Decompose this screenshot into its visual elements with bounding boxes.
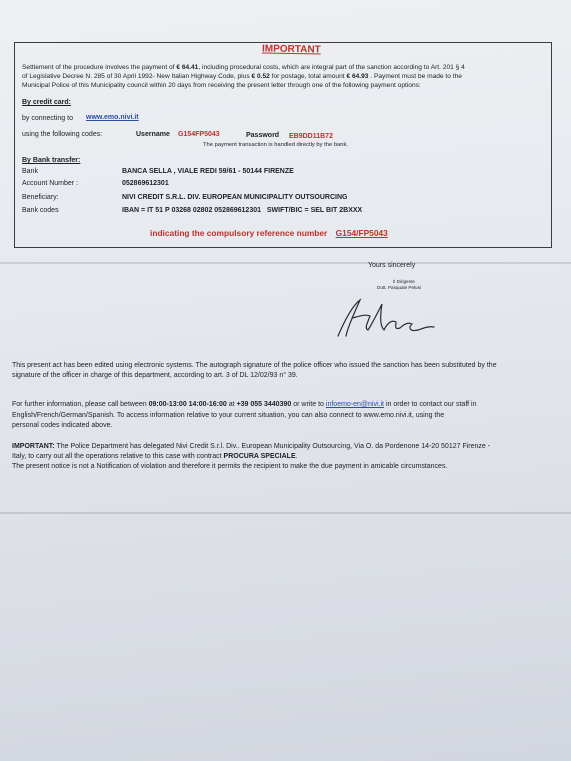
contract-name: PROCURA SPECIALE bbox=[223, 453, 296, 460]
fold-line bbox=[0, 262, 571, 264]
bank-row-value: BANCA SELLA , VIALE REDI 59/61 - 50144 FIRENZE bbox=[122, 168, 294, 175]
connect-label: by connecting to bbox=[22, 115, 73, 122]
electronic-notice-line-2: signature of the officer in charge of this department, according to art. 3 of DL 12/02/93 n° 39. bbox=[12, 372, 298, 379]
total-value: € 64.93 bbox=[346, 73, 369, 80]
beneficiary-value: NIVI CREDIT S.R.L. DIV. EUROPEAN MUNICIPALITY OUTSOURCING bbox=[122, 194, 348, 201]
bank-row-label: Beneficiary: bbox=[22, 194, 59, 201]
username-value: G154FP5043 bbox=[178, 131, 220, 138]
bank-codes-value: IBAN = IT 51 P 03268 02802 052869612301 SWIFT/BIC = SEL BIT 2BXXX bbox=[122, 207, 363, 214]
important-line-2: Italy, to carry out all the operations relative to this case with contract PROCURA SPECIALE. bbox=[12, 453, 298, 460]
bank-transfer-heading: By Bank transfer: bbox=[22, 157, 81, 164]
info-line-2: English/French/German/Spanish. To access information relative to your current situation, you can also connect to www.emo.nivi.it, using the bbox=[12, 412, 445, 419]
intro-line-1: Settlement of the procedure involves the payment of € 64.41, including procedural costs, which are integral part of the sanction according to Art. 201 § 4 bbox=[22, 64, 465, 71]
intro-line-3: Municipal Police of this Municipality council within 20 days from receiving the present letter through one of the following payment options: bbox=[22, 82, 421, 89]
contact-phone: +39 055 3440390 bbox=[236, 401, 292, 408]
postage-value: € 0.52 bbox=[251, 73, 270, 80]
bank-row-label: Account Number : bbox=[22, 180, 79, 187]
password-value: EB9DD11B72 bbox=[289, 133, 333, 140]
info-line-3: personal codes indicated above. bbox=[12, 422, 113, 429]
important-line-3: The present notice is not a Notification of violation and therefore it permits the recipient to make the due payment in amicable circumstances. bbox=[12, 463, 448, 470]
fold-line bbox=[0, 512, 571, 514]
credit-card-heading: By credit card: bbox=[22, 99, 72, 106]
important-heading: IMPORTANT bbox=[261, 43, 321, 56]
bank-handled-note: The payment transaction is handled directly by the bank. bbox=[203, 142, 349, 148]
contact-email-link[interactable]: infoemo-en@nivi.it bbox=[325, 401, 384, 408]
office-hours: 09:00-13:00 14:00-16:00 bbox=[148, 401, 227, 408]
username-label: Username bbox=[136, 131, 170, 138]
payment-website-link[interactable]: www.emo.nivi.it bbox=[86, 114, 139, 121]
intro-line-2: of Legislative Decree N. 285 of 30 April 1992- New Italian Highway Code, plus € 0.52 for postage, total amount € 64.93 . Payment must be made to the bbox=[22, 73, 462, 80]
reference-number: G154/FP5043 bbox=[335, 228, 388, 238]
info-line-1: For further information, please call between 09:00-13:00 14:00-16:00 at +39 055 3440390 or write to infoemo-en@nivi.it in order to contact our staff in bbox=[12, 401, 477, 408]
closing-yours-sincerely: Yours sincerely bbox=[368, 262, 416, 269]
amount-value: € 64.41 bbox=[176, 64, 199, 71]
signatory-name: Dott. Pasquale Pelusi bbox=[377, 285, 421, 290]
password-label: Password bbox=[246, 132, 280, 139]
account-number-value: 052869612301 bbox=[122, 180, 169, 187]
bank-row-label: Bank codes bbox=[22, 207, 59, 214]
bank-row-label: Bank bbox=[22, 168, 38, 175]
reference-line: indicating the compulsory reference number G154/FP5043 bbox=[150, 228, 388, 238]
codes-label: using the following codes: bbox=[22, 131, 103, 138]
electronic-notice-line-1: This present act has been edited using electronic systems. The autograph signature of the police officer who issued the sanction has been substituted by the bbox=[12, 362, 497, 369]
signatory-role: Il Dirigente bbox=[393, 279, 415, 284]
important-label: IMPORTANT: bbox=[12, 443, 55, 450]
important-line-1: IMPORTANT: The Police Department has delegated Nivi Credit S.r.l. Div.. European Municipality Outsourcing, Via O. da Pordenone 14-20 50127 Firenze - bbox=[12, 443, 491, 450]
handwritten-signature bbox=[330, 292, 440, 342]
